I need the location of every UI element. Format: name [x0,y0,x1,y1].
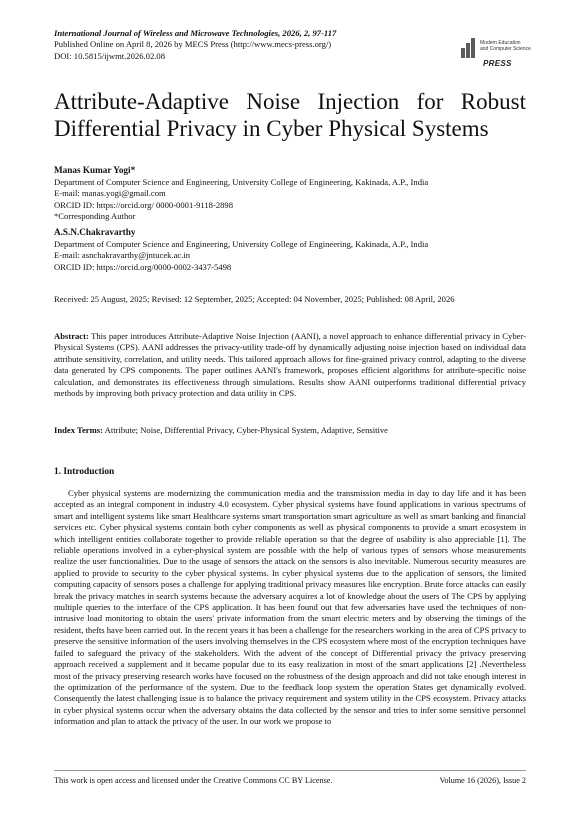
introduction-text: Cyber physical systems are modernizing the communication media and the transmission media in day to day life and it has been accepted as an integral component in industry 4.0 ecosystem. Cyber physical systems have found applications in various spectrums of smart and intelligent systems like smart Healthcare systems smart transportation smart agriculture as well as smart banking and financial services etc. Cyber physical systems contain both cyber components as well as physical components to provide a smart ecosystem in which intelligent entities collaborate together to provide reliable operation so that the degree of usability is also appreciable [1]. The reliable operations involved in a cyber-physical system are possible with the help of various types of sensors whose measurements realize the user functionalities. Due to the usage of sensors the attack on the sensors is also inevitable. Numerous security measures are applied to provide to security to the cyber physical systems. In cyber physical systems due to the application of sensors, the limited computing capacity of sensors poses a challenge for applying traditional privacy measures like encryption. Brute force attacks can easily break the privacy matches in search systems because the adversary acquires a lot of knowledge about the users of The CPS by applying multiple queries to the interface of the CPS application. It has been found out that few adversaries have used the techniques of non-intrusive load monitoring to obtain the users' private information from the smart electric meters and by observing the timings of the resident, thefts have been carried out. In the recent years it has been a challenge for the researchers working in the area of CPS privacy to preserve the sensitive information of the users involving themselves in the CPS ecosystem where most of the encryption techniques have failed to safeguard the privacy of the stakeholders. With the advent of the concept of Differential privacy the privacy preserving approach received a supplement and it became popular due to its easy realization in most of the smart applications [2] .Nevertheless most of the privacy preserving research works have focused on the robustness of the design approach and did not take enough interest in the optimization of the performance of the system. Due to the feedback loop system the operation States get dynamically evolved. Consequently the latest challenging issue is to balance the privacy requirement and system utility in the CPS ecosystem. Privacy attacks in cyber physical systems occur when the adversary obtains the data collected by the sensor and tries to infer some sensitive personnel information and plan to attack the privacy of the user. In our work we propose to [54,488,526,727]
author-block-1 [54,165,526,222]
title-line-1: Attribute-Adaptive Noise Injection for Robust [54,89,526,114]
index-terms-label: Index Terms: [54,425,103,435]
journal-citation: International Journal of Wireless and Microwave Technologies, 2026, 2, 97-117 [54,28,337,38]
publication-info: Published Online on April 8, 2026 by MECS Press (http://www.mecs-press.org/) [54,39,332,50]
publisher-logo [461,36,531,72]
section-heading: 1. Introduction [54,467,115,477]
author-name: Manas Kumar Yogi* [54,165,136,175]
license-note: This work is open access and licensed under the Creative Commons CC BY License. [54,776,333,785]
author-affiliation: Department of Computer Science and Engineering, University College of Engineering, Kakinada, A.P., India [54,239,429,250]
abstract [54,331,526,399]
logo-bars-icon [461,36,479,58]
author-orcid[interactable]: ORCID ID: https://orcid.org/0000-0002-3437-5498 [54,261,232,272]
paper-title [54,88,526,142]
author-affiliation: Department of Computer Science and Engineering, University College of Engineering, Kakinada, A.P., India [54,177,429,188]
author-email[interactable]: E-mail: asnchakravarthy@jntucek.ac.in [54,250,191,261]
author-orcid[interactable]: ORCID ID: https://orcid.org/ 0000-0001-9118-2898 [54,199,234,210]
volume-issue: Volume 16 (2026), Issue 2 [439,776,526,785]
abstract-label: Abstract: [54,331,89,341]
title-line-2: Differential Privacy in Cyber Physical Systems [54,116,489,141]
author-block-2 [54,227,526,273]
footer-divider [54,770,526,771]
corresponding-note: *Corresponding Author [54,210,136,221]
index-terms-text: Attribute; Noise, Differential Privacy, Cyber-Physical System, Adaptive, Sensitive [102,425,388,435]
journal-header [54,28,474,62]
logo-press: PRESS [483,59,512,68]
author-email[interactable]: E-mail: manas.yogi@gmail.com [54,188,166,199]
index-terms [54,425,526,436]
logo-text: Modern Education and Computer Science [480,40,531,52]
author-name: A.S.N.Chakravarthy [54,227,136,237]
doi: DOI: 10.5815/ijwmt.2026.02.08 [54,50,166,61]
abstract-text: This paper introduces Attribute-Adaptive Noise Injection (AANI), a novel approach to enhance differential privacy in Cyber-Physical Systems (CPS). AANI addresses the privacy-utility trade-off by dynamically adjusting noise injection based on individual data attribute sensitivity, correlation, and utility needs. This tailored approach allows for fine-grained privacy control, adapting to the diverse data generated by CPS components. The paper outlines AANI's framework, proposes efficient algorithms for attribute-specific noise calculation, and demonstrates its effectiveness through simulations. Results show AANI outperforms traditional differential privacy methods by improving both privacy protection and data utility in CPS. [54,331,526,399]
publication-dates: Received: 25 August, 2025; Revised: 12 September, 2025; Accepted: 04 November, 2025; Published: 08 April, 2026 [54,294,455,304]
